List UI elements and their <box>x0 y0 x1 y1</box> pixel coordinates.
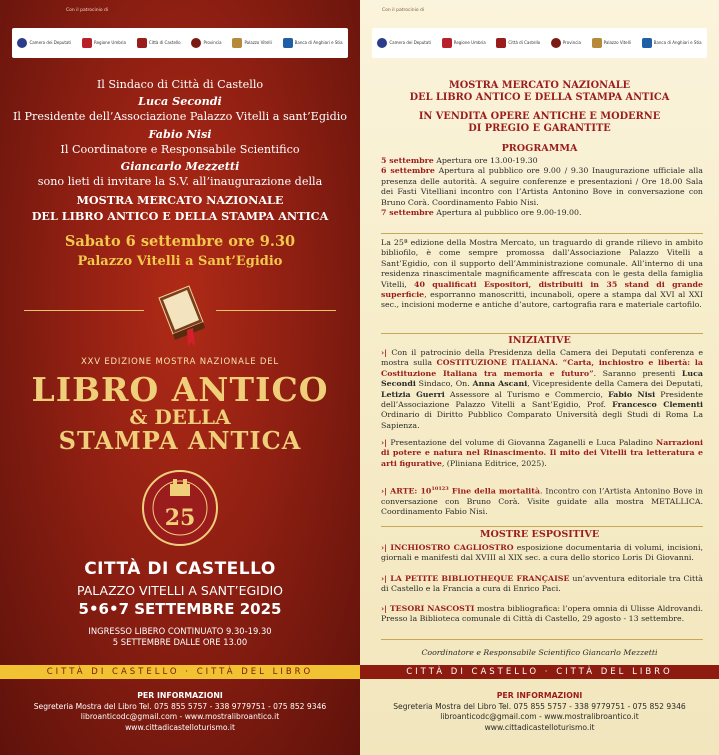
patronage-label: Con il patrocinio di <box>382 8 425 13</box>
logo-banca: Banca di Anghiari e Stia <box>283 38 343 48</box>
initiative-2: ›| Presentazione del volume di Giovanna Zaganelli e Luca Paladino Narrazioni di potere e natura nel Rinascimento. Il mito dei Vitelli tra letteratura e arti figurative, (Pliniana Editrice, 2025). <box>381 438 703 468</box>
medal-number: 25 <box>164 505 196 531</box>
tourism-website-link[interactable]: www.cittadicastelloturismo.it <box>484 722 595 732</box>
exhibitions-heading: MOSTRE ESPOSITIVE <box>479 529 600 540</box>
poster-entrance: INGRESSO LIBERO CONTINUATO 9.30-19.30 5 SETTEMBRE DALLE ORE 13.00 <box>88 626 272 647</box>
programme-heading: PROGRAMMA <box>501 143 578 154</box>
banca-icon <box>283 38 293 48</box>
logo-camera: Camera dei Deputati <box>377 38 431 48</box>
exhibition-1: ›| INCHIOSTRO CAGLIOSTRO esposizione documentaria di volumi, incisioni, giornali e manifesti dal XVIII al XIX sec. a cura dello storico Loris Di Giovanni. <box>381 543 703 563</box>
poster-venue: PALAZZO VITELLI A SANT’EGIDIO <box>76 583 283 598</box>
exhibition-subtitle: IN VENDITA OPERE ANTICHE E MODERNE DI PREGIO E GARANTITE <box>418 111 661 135</box>
logo-bar <box>12 28 348 58</box>
divider-left <box>24 310 144 311</box>
logo-banca: Banca di Anghiari e Stia <box>642 38 702 48</box>
logo-provincia: Provincia <box>191 38 221 48</box>
city-band: CITTÀ DI CASTELLO · CITTÀ DEL LIBRO <box>360 665 719 679</box>
logo-comune: Città di Castello <box>496 38 540 48</box>
separator <box>381 333 703 334</box>
email-website-link[interactable]: libroanticodc@gmail.com - www.mostralibroantico.it <box>80 712 280 722</box>
poster-title-stampa: STAMPA ANTICA <box>58 426 302 455</box>
exhibition-title: MOSTRA MERCATO NAZIONALE DEL LIBRO ANTICO E DELLA STAMPA ANTICA <box>409 80 670 104</box>
regione-umbria-icon <box>442 38 452 48</box>
info-block: PER INFORMAZIONI Segreteria Mostra del Libro Tel. 075 855 5757 - 338 9779751 - 075 852 9346 libroanticodc@gmail.com - www.mostralibroantico.it www.cittadicastelloturismo.it <box>0 691 360 733</box>
book-icon <box>151 278 211 348</box>
initiatives-heading: INIZIATIVE <box>508 335 571 346</box>
logo-palazzo: Palazzo Vitelli <box>592 38 631 48</box>
poster-title-amp: & DELLA <box>129 405 231 429</box>
programme-list: 5 settembre Apertura ore 13.00-19.30 6 settembre Apertura al pubblico ore 9.00 / 9.30 Inaugurazione ufficiale alla presenza delle autorità. A seguire conferenze e presentazioni / Ore 18.00 Sala dei Fasti Vitelliani incontro con l’Artista Antonino Bove in conversazione con Bruno Corà. Coordinamento Fabio Nisi. 7 settembre Apertura al pubblico ore 9.00-19.00. <box>381 156 703 218</box>
separator <box>381 233 703 234</box>
initiative-1: ›| Con il patrocinio della Presidenza della Camera dei Deputati conferenza e mostra sulla COSTITUZIONE ITALIANA. “Carta, inchiostro e libertà: la Costituzione Italiana tra memoria e futuro”. Saranno presenti Luca Secondi Sindaco, On. Anna Ascani, Vicepresidente della Camera dei Deputati, Letizia Guerri Assessore al Turismo e Commercio, Fabio Nisi Presidente dell’Associazione Palazzo Vitelli a Sant’Egidio, Prof. Francesco Clementi Ordinario di Diritto Pubblico Comparato Università degli Studi di Roma La Sapienza. <box>381 348 704 430</box>
poster-city: CITTÀ DI CASTELLO <box>84 559 276 579</box>
patronage-strip <box>0 6 360 58</box>
patronage-strip-right <box>360 6 719 58</box>
regione-umbria-icon <box>82 38 92 48</box>
palazzo-vitelli-icon <box>232 38 242 48</box>
separator <box>381 639 703 640</box>
chamber-deputies-icon <box>17 38 27 48</box>
initiative-3: ›| ARTE: $10^{10123}$ Fine della mortalità. Incontro con l’Artista Antonino Bove in conversazione con Bruno Corà. Visite guidate alla mostra METALLICA. Coordinamento Fabio Nisi. <box>381 486 703 517</box>
separator <box>381 526 703 527</box>
poster-dates: 5•6•7 SETTEMBRE 2025 <box>78 600 282 618</box>
coordinator-line: Coordinatore e Responsabile Scientifico Giancarlo Mezzetti <box>421 648 658 657</box>
logo-bar <box>372 28 707 58</box>
provincia-icon <box>191 38 201 48</box>
logo-comune: Città di Castello <box>137 38 181 48</box>
comune-castello-icon <box>496 38 506 48</box>
palazzo-vitelli-icon <box>592 38 602 48</box>
comune-castello-icon <box>137 38 147 48</box>
city-band: CITTÀ DI CASTELLO · CITTÀ DEL LIBRO <box>0 665 360 679</box>
info-block: PER INFORMAZIONI Segreteria Mostra del Libro Tel. 075 855 5757 - 338 9779751 - 075 852 9346 libroanticodc@gmail.com - www.mostralibroantico.it www.cittadicastelloturismo.it <box>360 691 719 733</box>
email-website-link[interactable]: libroanticodc@gmail.com - www.mostralibroantico.it <box>440 712 639 722</box>
banca-icon <box>642 38 652 48</box>
logo-palazzo: Palazzo Vitelli <box>232 38 271 48</box>
exhibition-2: ›| LA PETITE BIBLIOTHEQUE FRANÇAISE un’avventura editoriale tra Città di Castello e la Francia a cura di Enrico Paci. <box>381 574 703 594</box>
anniversary-medal-icon <box>140 468 220 548</box>
exhibition-3: ›| TESORI NASCOSTI mostra bibliografica: l’opera omnia di Ulisse Aldrovandi. Presso la Biblioteca comunale di Città di Castello, 29 agosto - 13 settembre. <box>381 604 703 624</box>
logo-provincia: Provincia <box>551 38 581 48</box>
logo-regione: Regione Umbria <box>442 38 486 48</box>
logo-regione: Regione Umbria <box>82 38 126 48</box>
programme-right-panel <box>360 0 719 755</box>
chamber-deputies-icon <box>377 38 387 48</box>
tourism-website-link[interactable]: www.cittadicastelloturismo.it <box>125 722 235 732</box>
poster-title-libro: LIBRO ANTICO <box>31 370 329 409</box>
logo-camera: Camera dei Deputati <box>17 38 71 48</box>
description-paragraph: La 25ª edizione della Mostra Mercato, un traguardo di grande rilievo in ambito bibliofilo, è come sempre promossa dall’Associazione Palazzo Vitelli a Sant’Egidio, con il supporto dell’Amministrazione comunale. All’interno di una residenza rinascimentale magnificamente affrescata con le gesta della famiglia Vitelli, 40 qualificati Espositori, distribuiti in 35 stand di grande superficie, esporranno manoscritti, incunaboli, opere a stampa dal XVI al XXI sec., incisioni moderne e antiche d’autore, cartografia rara e materiale cartofilo. <box>381 238 704 310</box>
provincia-icon <box>551 38 561 48</box>
edition-label: XXV EDIZIONE MOSTRA NAZIONALE DEL <box>81 357 279 367</box>
invitation-event-title: MOSTRA MERCATO NAZIONALE DEL LIBRO ANTICO E DELLA STAMPA ANTICA <box>31 193 329 223</box>
divider-right <box>216 310 336 311</box>
invitation-text: Il Sindaco di Città di Castello Luca Secondi Il Presidente dell’Associazione Palazzo Vitelli a sant’Egidio Fabio Nisi Il Coordinatore e Responsabile Scientifico Giancarlo Mezzetti sono lieti di invitare la S.V. all’inaugurazione della <box>12 78 348 189</box>
patronage-label: Con il patrocinio di <box>66 8 109 13</box>
inauguration-date: Sabato 6 settembre ore 9.30 Palazzo Vitelli a Sant’Egidio <box>64 233 296 269</box>
